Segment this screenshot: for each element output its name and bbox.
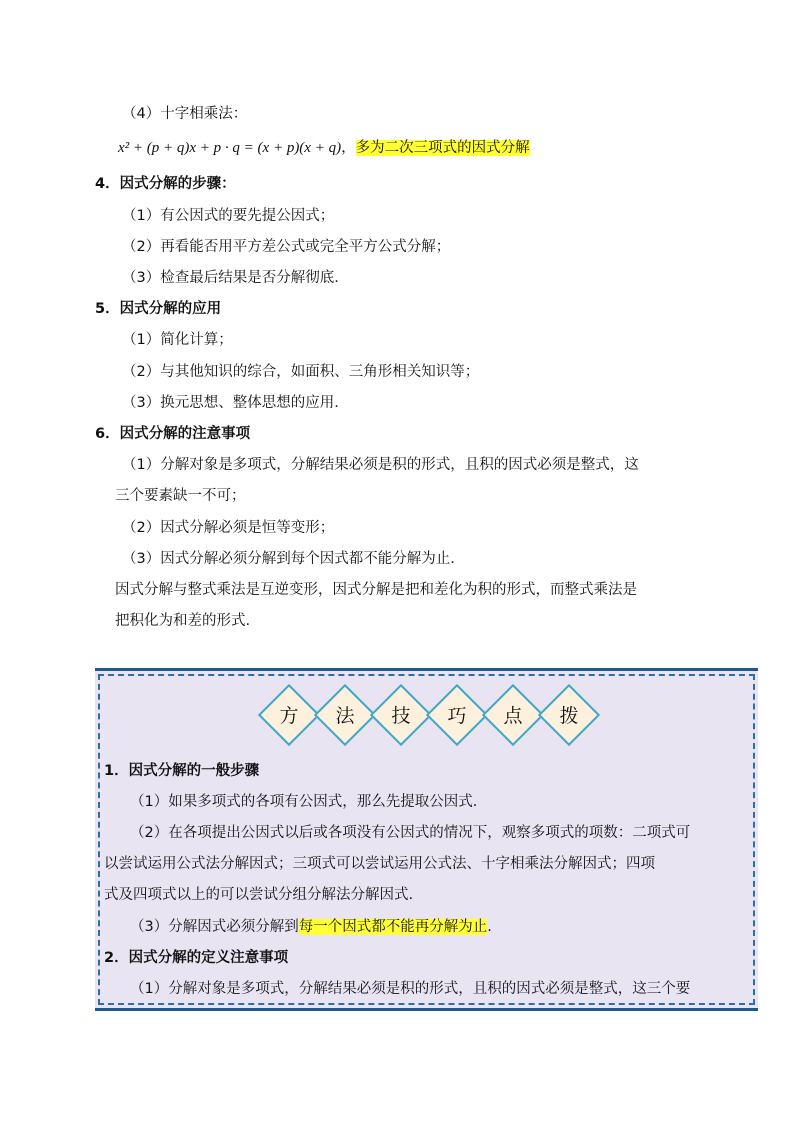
tips-1-item-1: （1）如果多项式的各项有公因式，那么先提取公因式. xyxy=(130,794,478,810)
section-6-item-1-line-2: 三个要素缺一不可； xyxy=(115,488,246,504)
formula: x² + (p + q)x + p · q = (x + p)(x + q) xyxy=(118,140,342,156)
tips-1-item-2-line-2: 以尝试运用公式法分解因式；三项式可以尝试运用公式法、十字相乘法分解因式；四项 xyxy=(104,856,655,872)
tips-2-title: 2．因式分解的定义注意事项 xyxy=(104,950,289,966)
section-5-item-2: （2）与其他知识的综合，如面积、三角形相关知识等； xyxy=(122,364,480,380)
section-4-item-3: （3）检查最后结果是否分解彻底. xyxy=(122,270,339,286)
tips-1-item-2-line-1: （2）在各项提出公因式以后或各项没有公因式的情况下，观察多项式的项数：二项式可 xyxy=(130,825,691,841)
tips-1-item-3-highlight: 每一个因式都不能再分解为止 xyxy=(298,919,488,935)
banner-char-2: 法 xyxy=(335,705,355,727)
section-5-title: 5．因式分解的应用 xyxy=(95,301,222,317)
banner-char-5: 点 xyxy=(503,705,523,727)
section-5-item-1: （1）简化计算； xyxy=(122,332,233,348)
section-4-item-2: （2）再看能否用平方差公式或完全平方公式分解； xyxy=(122,239,451,255)
banner-char-3: 技 xyxy=(391,705,411,727)
banner-char-6: 拨 xyxy=(559,705,579,727)
tips-1-item-3 xyxy=(130,917,492,937)
banner-char-4: 巧 xyxy=(447,705,467,727)
formula-separator: ， xyxy=(341,140,356,156)
section-6-item-2: （2）因式分解必须是恒等变形； xyxy=(122,520,335,536)
tips-1-item-3-suffix: . xyxy=(487,919,492,935)
closing-paragraph-line-1: 因式分解与整式乘法是互逆变形，因式分解是把和差化为积的形式，而整式乘法是 xyxy=(115,582,637,598)
closing-paragraph-line-2: 把积化为和差的形式. xyxy=(115,613,251,629)
tips-1-title: 1．因式分解的一般步骤 xyxy=(104,763,260,779)
tips-2-item-1: （1）分解对象是多项式，分解结果必须是积的形式，且积的因式必须是整式，这三个要 xyxy=(130,981,691,997)
tips-1-item-2-line-3: 式及四项式以上的可以尝试分组分解法分解因式. xyxy=(104,887,414,903)
method4-label: （4）十字相乘法： xyxy=(122,106,248,122)
section-4-title: 4．因式分解的步骤： xyxy=(95,176,236,192)
section-5-item-3: （3）换元思想、整体思想的应用. xyxy=(122,395,339,411)
section-6-item-3: （3）因式分解必须分解到每个因式都不能分解为止. xyxy=(122,551,455,567)
section-4-item-1: （1）有公因式的要先提公因式； xyxy=(122,208,335,224)
section-6-item-1-line-1: （1）分解对象是多项式，分解结果必须是积的形式，且积的因式必须是整式，这 xyxy=(122,457,639,473)
tips-1-item-3-prefix: （3）分解因式必须分解到 xyxy=(130,919,299,935)
banner-char-1: 方 xyxy=(279,705,299,727)
cross-multiplication-formula-line xyxy=(118,138,530,158)
formula-note-highlight: 多为二次三项式的因式分解 xyxy=(355,140,530,156)
section-6-title: 6．因式分解的注意事项 xyxy=(95,426,251,442)
